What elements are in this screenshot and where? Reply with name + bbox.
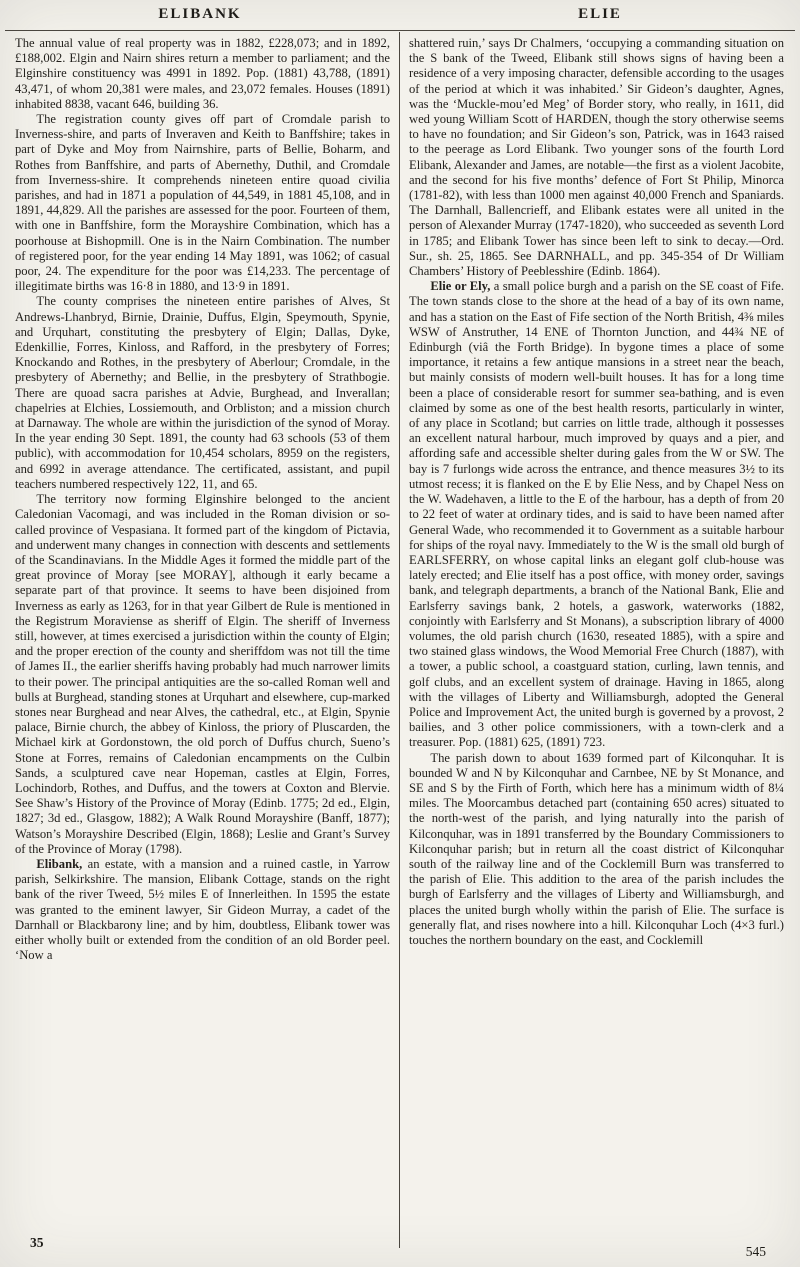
entry-elie (409, 279, 784, 750)
left-column (0, 32, 399, 1248)
header-rule (5, 30, 795, 31)
paragraph-text: an estate, with a mansion and a ruined castle, in Yarrow parish, Selkirkshire. The mansion, Elibank Cottage, stands on the right bank of the river Tweed, 5½ miles E of Innerleithen. In 1595 the estate was granted to the eminent lawyer, Sir Gideon Murray, a cadet of the Darnhall or Blackbarony line; and by him, doubtless, Elibank tower was either wholly built or extended from the condition of an old Border peel. ‘Now a (15, 856, 390, 963)
entry-title-elibank: Elibank, (36, 856, 83, 871)
paragraph-text: shattered ruin,’ says Dr Chalmers, ‘occupying a commanding situation on the S bank of the Tweed, Elibank still shows signs of having been a residence of a very imposing character, defensible according to the usages of the period at which it was inhabited.’ Sir Gideon’s daughter, Agnes, was the ‘Muckle-mou’ed Meg’ of Border story, who really, in 1611, did wed young William Scott of HARDEN, though the story otherwise seems to have no foundation; and Sir Gideon’s son, Patrick, was in 1643 raised to the peerage as Lord Elibank. Two younger sons of the fourth Lord Elibank, Alexander and James, are notable—the first as a violent Jacobite, and the second for his five months’ defence of Fort St Philip, Minorca (1781-82), with less than 1000 men against 40,000 French and Spaniards. The Darnhall, Ballencrieff, and Elibank estates were all united in the person of Alexander Murray (1747-1820), who succeeded as seventh Lord in 1785; and Elibank Tower has since been left to sink to decay.—Ord. Sur., sh. 25, 1865. See DARNHALL, and pp. 345-354 of Dr William Chambers’ History of Peeblesshire (Edinb. 1864). (409, 36, 784, 279)
paragraph-text: The annual value of real property was in 1882, £228,073; and in 1892, £188,002. Elgin and Nairn shires return a member to parliament; and the Elginshire constituency was 4991 in 1892. Pop. (1881) 43,788, (1891) 43,471, of whom 20,381 were males, and 23,072 females. Houses (1891) inhabited 8838, vacant 646, building 36. (15, 36, 390, 111)
paragraph-elie-parish (409, 751, 784, 949)
paragraph-text: The registration county gives off part of Cromdale parish to Inverness-shire, and parts of Inveraven and Keith to Banffshire; takes in part of Dyke and Moy from Nairnshire, parts of Bellie, Boharm, and Rothes from Banffshire, and parts of Abernethy, Duthil, and Cromdale from Inverness-shire. It comprehends nineteen entire quoad civilia parishes, and had in 1871 a population of 44,549, in 1881 45,108, and in 1891, 44,829. All the parishes are assessed for the poor. Fourteen of them, with one in Banffshire, form the Morayshire Combination, which has a poorhouse at Bishopmill. One is in the Nairn Combination. The number of registered poor, for the year ending 14 May 1891, was 1062; of casual poor, 24. The expenditure for the poor was £14,233. The percentage of illegitimate births was 16·8 in 1880, and 13·9 in 1891. (15, 112, 390, 294)
paragraph-text: The territory now forming Elginshire belonged to the ancient Caledonian Vacomagi, and was included in the Roman division or so-called province of Vespasiana. It formed part of the kingdom of Pictavia, and underwent many changes in connection with descents and settlements of the Scandinavians. In the Middle Ages it formed the middle part of the great province of Moray [see MORAY], although it early became a separate part of that province. It seems to have been disjoined from Inverness as early as 1263, for in that year Gilbert de Rule is mentioned in the Registrum Moraviense as sheriff of Elgin. The sheriff of Inverness still, however, at times exercised a jurisdiction within the county of Elgin; and the proper erection of the county and sheriffdom was not till the time of James II., the earlier sheriffs having probably had much narrower limits to their power. The principal antiquities are the so-called Roman well and bulls at Burghead, standing stones at Urquhart and elsewhere, cup-marked stones near Burghead and near Alves, the cathedral, etc., at Elgin, Spynie palace, Birnie church, the abbey of Kinloss, the priory of Pluscarden, the Michael kirk at Gordonstown, the old porch of Duffus church, Sueno’s Stone at Forres, remains of Caledonian encampments on the Culbin Sands, a sculptured cave near Hopeman, castles at Elgin, Forres, Lochindorb, Rothes, and Duffus, and the towers at Coxton and Blervie. See Shaw’s History of the Province of Moray (Edinb. 1775; 2d ed., Elgin, 1827; 3d ed., Glasgow, 1882); A Walk Round Morayshire (Banff, 1877); Watson’s Morayshire Described (Elgin, 1868); Leslie and Grant’s Survey of the Province of Moray (1798). (15, 492, 391, 856)
entry-elibank (15, 857, 390, 963)
text-columns (0, 32, 800, 1248)
right-column (400, 32, 800, 1248)
running-head-left: ELIBANK (158, 6, 242, 22)
running-head (0, 6, 800, 23)
entry-title-elie: Elie or Ely, (430, 279, 491, 294)
paragraph-elginshire-value (15, 36, 390, 112)
paragraph-registration-county (15, 112, 390, 294)
paragraph-elginshire-history (15, 492, 390, 857)
paragraph-elibank-continuation (409, 36, 784, 279)
paragraph-text: a small police burgh and a parish on the SE coast of Fife. The town stands close to the shore at the head of a bay of its own name, and has a station on the East of Fife section of the North British, 4⅜ miles WSW of Anstruther, 14 ENE of Thornton Junction, and 44¾ NE of Edinburgh (viâ the Forth Bridge). In bygone times a place of some importance, it retains a few antique mansions in a street near the beach, but mainly consists of modern well-built houses. It has for a long time been a place of considerable resort for summer sea-bathing, and is even claimed by some as one of the best health resorts, particularly in winter, of any place in Scotland; but carries on little trade, although it possesses an excellent natural harbour, much improved by quays and a pier, and affording safe and accessible shelter during gales from the W or SW. The bay is 7 furlongs wide across the entrance, and thence measures 3½ to its utmost recess; it is flanked on the E by Elie Ness, and by Chapel Ness on the W. Wadehaven, a little to the E of the harbour, has a depth of from 20 to 22 feet of water at ordinary tides, and is said to have been named after General Wade, who recommended it to Government as a suitable harbour for ships of the royal navy. Immediately to the W is the small old burgh of EARLSFERRY, on whose capital links an elegant golf club-house was lately erected; and Elie itself has a post office, with money order, savings bank, and telegraph departments, a branch of the National Bank, Elie and Earlsferry savings bank, 2 hotels, a gaswork, waterworks (1882, conjointly with Earlsferry and St Monans), a subscription library of 4000 volumes, the old parish church (1630, reseated 1885), with a spire and two stained glass windows, the Wood Memorial Free Church (1887), with a tower, a public school, a coastguard station, curling, lawn tennis, and golf clubs, and an excellent system of drainage. Having in 1865, along with the villages of Liberty and Williamsburgh, adopted the General Police and Improvement Act, the united burgh is governed by a provost, 2 bailies, and 3 other police commissioners, with a town-clerk and a treasurer. Pop. (1881) 625, (1891) 723. (409, 279, 784, 750)
page-number: 545 (745, 1244, 766, 1259)
paragraph-county-parishes (15, 294, 390, 492)
signature-number: 35 (30, 1235, 44, 1250)
running-head-right: ELIE (578, 6, 622, 22)
paragraph-text: The parish down to about 1639 formed part of Kilconquhar. It is bounded W and N by Kilconquhar and Carnbee, NE by St Monance, and SE and S by the Firth of Forth, which here has a minimum width of 8¼ miles. The Moorcambus detached part (containing 650 acres) situated to the north-west of the parish, and lying naturally into the parish of Kilconquhar, was in 1891 transferred by the Boundary Commissioners to Kilconquhar parish; but in return all the coast district of Kilconquhar south of the railway line and of the Cocklemill Burn was transferred to the parish of Elie. This addition to the area of the parish includes the burgh of Earlsferry and the villages of Liberty and Williamsburgh, and places the united burgh wholly within the parish of Elie. The surface is generally flat, and rises nowhere into a hill. Kilconquhar Loch (4×3 furl.) touches the northern boundary on the east, and Cocklemill (409, 750, 784, 947)
paragraph-text: The county comprises the nineteen entire parishes of Alves, St Andrews-Lhanbryd, Birnie, Drainie, Duffus, Elgin, Speymouth, Spynie, and Urquhart, constituting the presbytery of Elgin; Dallas, Dyke, Edenkillie, Forres, Kinloss, and Rafford, in the presbytery of Forres; Knockando and Rothes, in the presbytery of Aberlour; Cromdale, in the presbytery of Abernethy; and Bellie, in the presbytery of Strathbogie. There are quoad sacra parishes at Advie, Burghead, and Inverallan; chapelries at Elchies, Lossiemouth, and Orbliston; and a mission church at Darnaway. The whole are within the jurisdiction of the synod of Moray. In the year ending 30 Sept. 1891, the county had 63 schools (53 of them public), with accommodation for 10,454 scholars, 8959 on the registers, and 6992 in average attendance. The certificated, assistant, and pupil teachers numbered respectively 122, 11, and 65. (15, 294, 390, 491)
